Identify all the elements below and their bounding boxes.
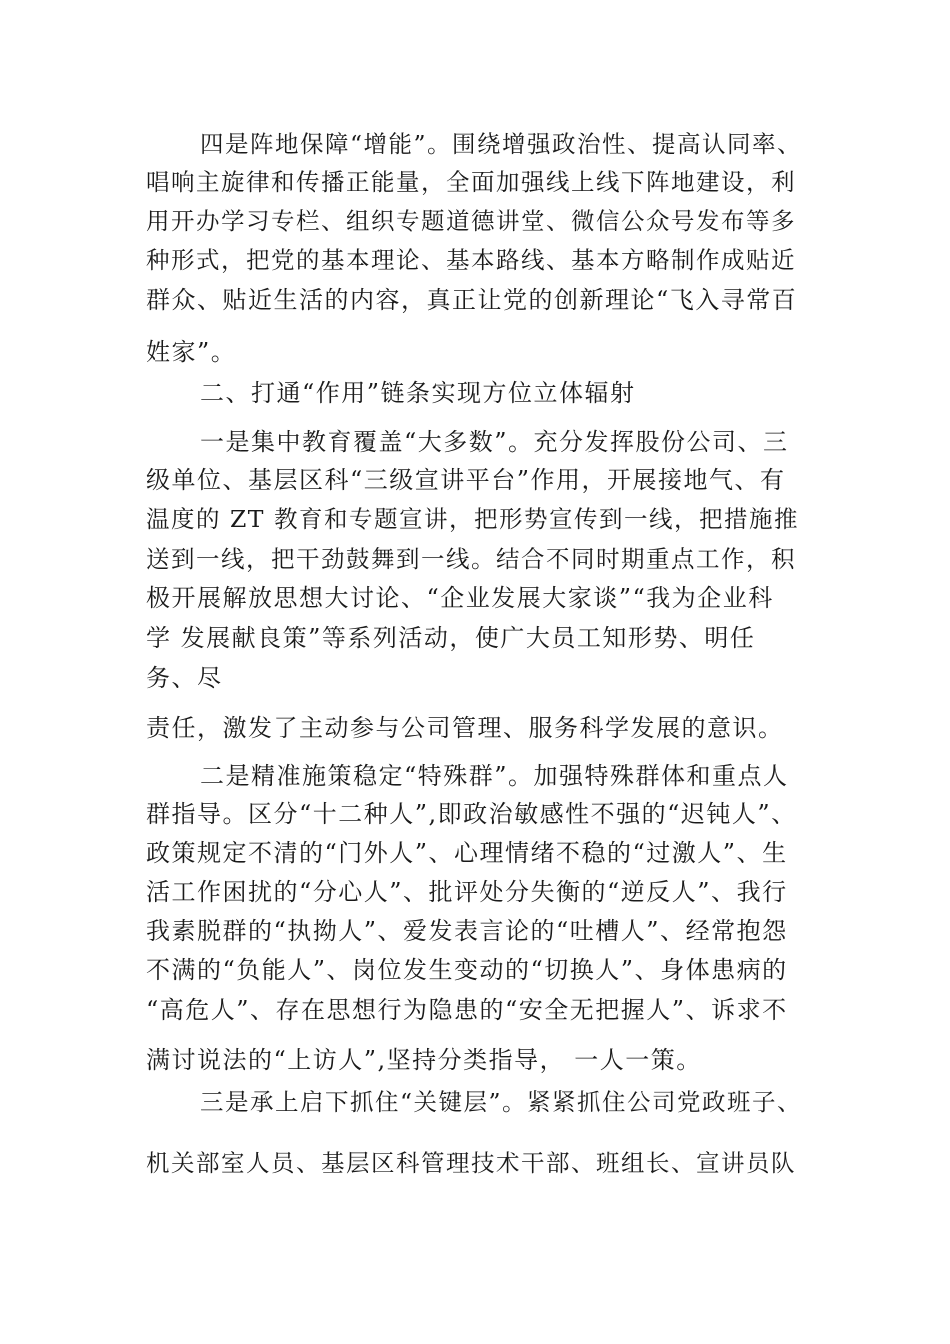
- text-line: 唱响主旋律和传播正能量，全面加强线上线下阵地建设，利: [146, 168, 796, 196]
- text-line: 不满的“负能人”、岗位发生变动的“切换人”、身体患病的: [146, 956, 788, 984]
- text-line: 姓家”。: [146, 338, 237, 366]
- text-line: 种形式，把党的基本理论、基本路线、基本方略制作成贴近: [146, 246, 796, 274]
- text-line: 温度的 ZT 教育和专题宣讲，把形势宣传到一线，把措施推: [146, 505, 799, 533]
- text-line: 用开办学习专栏、组织专题道德讲堂、微信公众号发布等多: [146, 207, 796, 235]
- text-line: 群众、贴近生活的内容，真正让党的创新理论“飞入寻常百: [146, 286, 798, 314]
- text-line: 责任，激发了主动参与公司管理、服务科学发展的意识。: [146, 714, 784, 742]
- text-line: 我素脱群的“执拗人”、爱发表言论的“吐槽人”、经常抱怨: [146, 917, 788, 945]
- text-line: 级单位、基层区科“三级宣讲平台”作用，开展接地气、有: [146, 466, 786, 494]
- text-line: “高危人”、存在思想行为隐患的“安全无把握人”、诉求不: [146, 996, 788, 1024]
- text-line: 群指导。区分“十二种人”,即政治敏感性不强的“迟钝人”、: [146, 800, 797, 828]
- text-line: 活工作困扰的“分心人”、批评处分失衡的“逆反人”、我行: [146, 878, 788, 906]
- text-line: 政策规定不清的“门外人”、心理情绪不稳的“过激人”、生: [146, 839, 788, 867]
- text-line: 二是精准施策稳定“特殊群”。加强特殊群体和重点人: [200, 762, 789, 790]
- text-line: 一是集中教育覆盖“大多数”。充分发挥股份公司、三: [200, 428, 789, 456]
- text-line: 学 发展献良策”等系列活动，使广大员工知形势、明任: [146, 624, 756, 652]
- text-line: 四是阵地保障“增能”。围绕增强政治性、提高认同率、: [200, 130, 803, 158]
- text-line: 极开展解放思想大讨论、“企业发展大家谈”“我为企业科: [146, 584, 774, 612]
- text-line: 机关部室人员、基层区科管理技术干部、班组长、宣讲员队: [146, 1149, 796, 1177]
- section-heading: 二、打通“作用”链条实现方位立体辐射: [200, 379, 636, 407]
- text-line: 务、尽: [146, 664, 223, 692]
- text-line: 满讨说法的“上访人”,坚持分类指导， 一人一策。: [146, 1046, 702, 1074]
- text-line: 三是承上启下抓住“关键层”。紧紧抓住公司党政班子、: [200, 1088, 803, 1116]
- text-line: 送到一线，把干劲鼓舞到一线。结合不同时期重点工作，积: [146, 545, 796, 573]
